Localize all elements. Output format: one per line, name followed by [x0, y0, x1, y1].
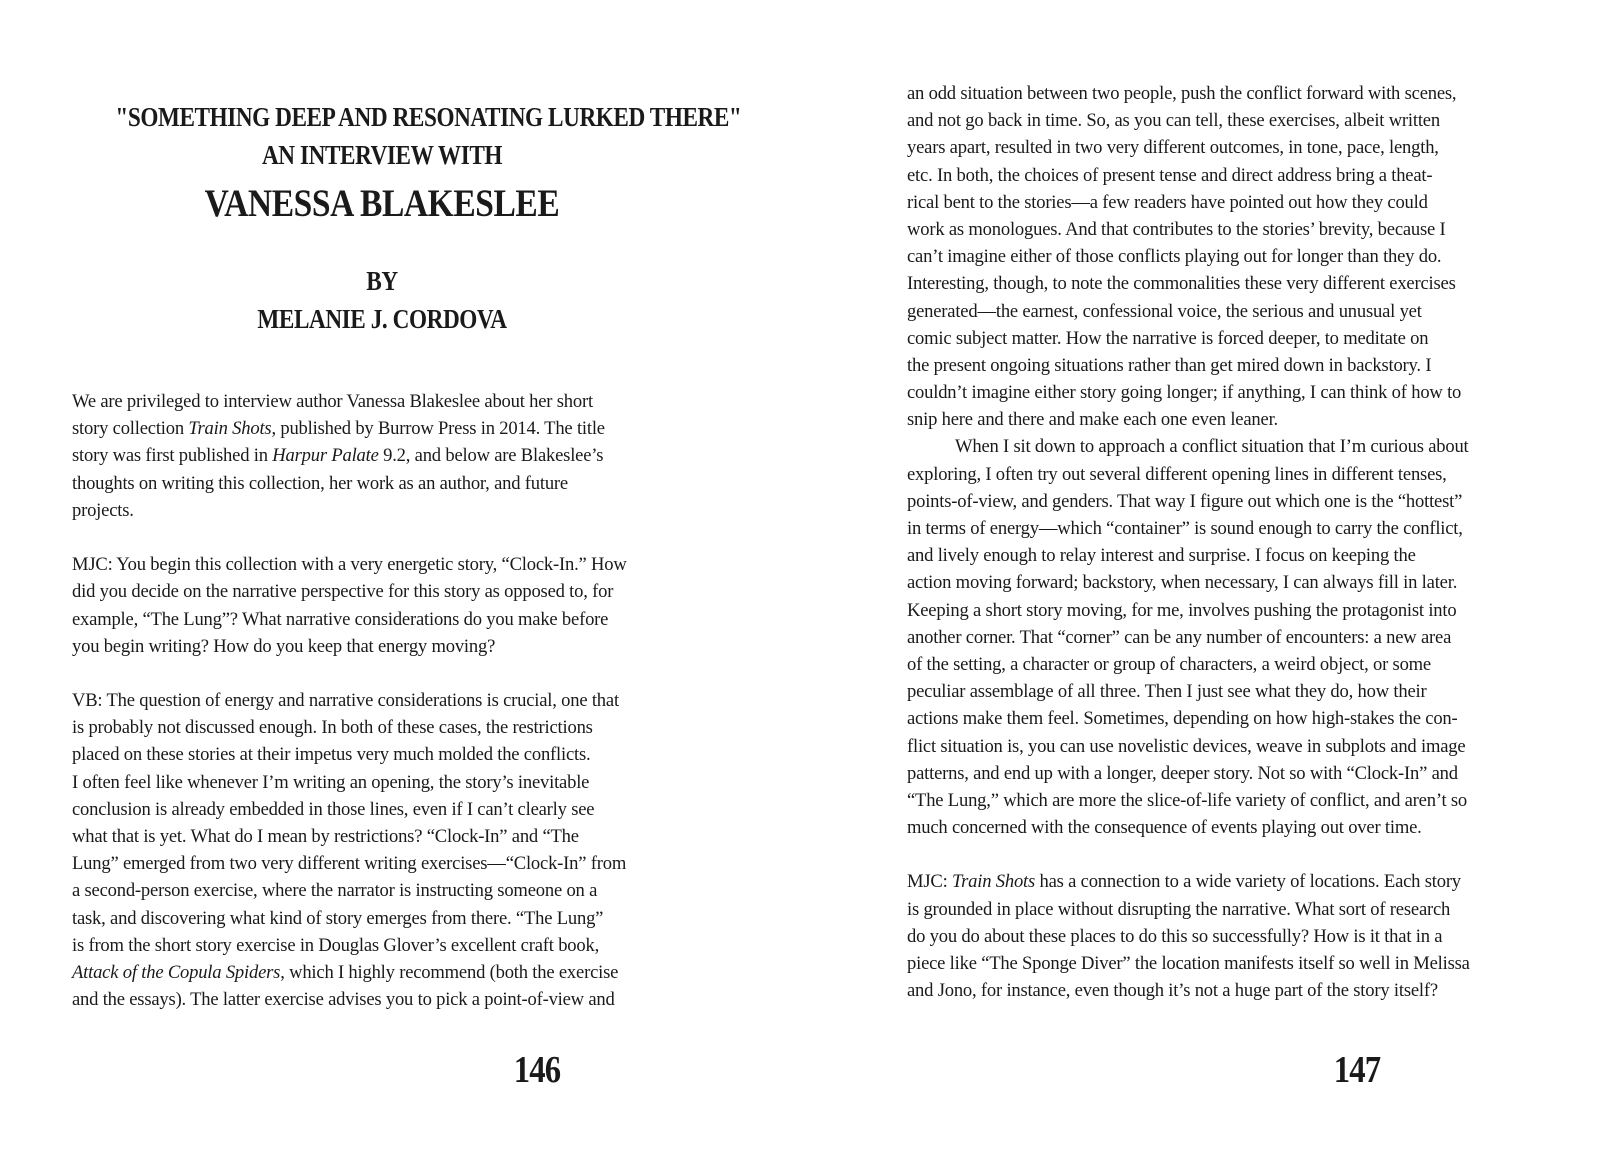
text-line: VB: The question of energy and narrative considerations is crucial, one that — [72, 690, 619, 712]
text-line: peculiar assemblage of all three. Then I just see what they do, how their — [907, 681, 1427, 703]
text-line: example, “The Lung”? What narrative considerations do you make before — [72, 608, 609, 630]
text-run: story collection — [72, 418, 189, 440]
text-line: placed on these stories at their impetus very much molded the conflicts. — [72, 744, 591, 766]
book-title: Train Shots — [952, 871, 1036, 893]
text-line: an odd situation between two people, push the conflict forward with scenes, — [907, 83, 1457, 104]
title-subtitle: AN INTERVIEW WITH — [261, 140, 503, 170]
text-line: can’t imagine either of those conflicts playing out for longer than they do. — [907, 246, 1442, 268]
question-2 — [907, 868, 1527, 1004]
text-run: MJC: — [907, 871, 952, 893]
text-line: what that is yet. What do I mean by restrictions? “Clock-In” and “The — [72, 826, 579, 847]
right-page — [790, 0, 1600, 1163]
text-line: of the setting, a character or group of characters, a weird object, or some — [907, 653, 1431, 675]
text-run: , published by Burrow Press in 2014. The title — [271, 418, 605, 440]
text-line: piece like “The Sponge Diver” the location manifests itself so well in Melissa — [907, 953, 1470, 974]
text-line: work as monologues. And that contributes to the stories’ brevity, because I — [907, 218, 1446, 240]
left-body-text — [72, 388, 687, 1013]
text-line: do you do about these places to do this so successfully? How is it that in a — [907, 925, 1443, 947]
text-line: “The Lung,” which are more the slice-of-life variety of conflict, and aren’t so — [907, 789, 1468, 811]
page-number: 146 — [513, 1049, 561, 1091]
text-line — [72, 959, 687, 986]
text-line: Keeping a short story moving, for me, involves pushing the protagonist into — [907, 599, 1457, 621]
title-quote: "SOMETHING DEEP AND RESONATING LURKED THERE" — [115, 102, 742, 132]
text-line: actions make them feel. Sometimes, depending on how high-stakes the con- — [907, 708, 1458, 730]
byline-by: BY — [366, 266, 398, 296]
text-line: Lung” emerged from two very different writing exercises—“Clock-In” from — [72, 853, 627, 875]
text-line: much concerned with the consequence of events playing out over time. — [907, 817, 1422, 839]
text-line: another corner. That “corner” can be any number of encounters: a new area — [907, 626, 1452, 648]
text-line: you begin writing? How do you keep that energy moving? — [72, 635, 496, 657]
text-line — [907, 868, 1527, 895]
text-line: snip here and there and make each one even leaner. — [907, 409, 1278, 431]
text-line: Interesting, though, to note the commonalities these very different exercises — [907, 273, 1456, 295]
text-line: conclusion is already embedded in those lines, even if I can’t clearly see — [72, 798, 595, 820]
page-number: 147 — [1333, 1049, 1381, 1091]
text-run: 9.2, and below are Blakeslee’s — [378, 445, 604, 467]
text-line: a second-person exercise, where the narrator is instructing someone on a — [72, 880, 598, 902]
text-line: I often feel like whenever I’m writing an opening, the story’s inevitable — [72, 771, 590, 793]
text-line: and the essays). The latter exercise advises you to pick a point-of-view and — [72, 989, 615, 1011]
text-line: is from the short story exercise in Douglas Glover’s excellent craft book, — [72, 934, 600, 956]
interview-subject: VANESSA BLAKESLEE — [204, 182, 560, 225]
answer-1 — [72, 687, 687, 1013]
byline-author: MELANIE J. CORDOVA — [257, 304, 507, 334]
text-line: the present ongoing situations rather than get mired down in backstory. I — [907, 354, 1432, 376]
text-line: thoughts on writing this collection, her work as an author, and future — [72, 472, 568, 494]
text-line: When I sit down to approach a conflict situation that I’m curious about — [955, 436, 1469, 458]
book-title: Attack of the Copula Spiders — [72, 961, 281, 983]
text-line: and Jono, for instance, even though it’s not a huge part of the story itself? — [907, 980, 1438, 1002]
right-body-text — [907, 80, 1527, 1004]
text-line: etc. In both, the choices of present tense and direct address bring a theat- — [907, 164, 1433, 186]
journal-title: Harpur Palate — [272, 445, 379, 467]
text-line: MJC: You begin this collection with a very energetic story, “Clock-In.” How — [72, 554, 627, 576]
text-line: action moving forward; backstory, when necessary, I can always fill in later. — [907, 572, 1458, 594]
answer-1-paragraph-2 — [907, 433, 1527, 841]
text-line: years apart, resulted in two very different outcomes, in tone, pace, length, — [907, 137, 1439, 159]
text-line: rical bent to the stories—a few readers have pointed out how they could — [907, 191, 1428, 213]
text-run: , which I highly recommend (both the exercise — [280, 961, 619, 983]
text-line: We are privileged to interview author Vanessa Blakeslee about her short — [72, 391, 593, 412]
text-line: comic subject matter. How the narrative is forced deeper, to meditate on — [907, 327, 1429, 349]
text-line: exploring, I often try out several different opening lines in different tenses, — [907, 463, 1447, 485]
text-line: in terms of energy—which “container” is sound enough to carry the conflict, — [907, 518, 1463, 539]
intro-paragraph — [72, 388, 687, 524]
text-line: and not go back in time. So, as you can tell, these exercises, albeit written — [907, 110, 1440, 132]
text-line: points-of-view, and genders. That way I figure out which one is the “hottest” — [907, 490, 1463, 512]
text-line: generated—the earnest, confessional voice, the serious and unusual yet — [907, 300, 1422, 322]
text-run: story was first published in — [72, 445, 273, 467]
text-line: couldn’t imagine either story going longer; if anything, I can think of how to — [907, 382, 1462, 404]
question-1 — [72, 551, 687, 660]
book-title: Train Shots — [188, 418, 272, 440]
text-line: flict situation is, you can use novelistic devices, weave in subplots and image — [907, 735, 1466, 757]
text-line — [72, 415, 687, 442]
text-line: projects. — [72, 499, 134, 521]
text-line: is grounded in place without disrupting the narrative. What sort of research — [907, 898, 1451, 920]
text-line: and lively enough to relay interest and surprise. I focus on keeping the — [907, 545, 1416, 567]
answer-1-continued — [907, 80, 1527, 433]
text-line: patterns, and end up with a longer, deeper story. Not so with “Clock-In” and — [907, 762, 1458, 784]
text-line: did you decide on the narrative perspective for this story as opposed to, for — [72, 581, 614, 603]
text-line: is probably not discussed enough. In both of these cases, the restrictions — [72, 717, 593, 739]
text-run: has a connection to a wide variety of locations. Each story — [1035, 871, 1461, 893]
article-title-block — [72, 98, 742, 338]
text-line: task, and discovering what kind of story emerges from there. “The Lung” — [72, 907, 604, 929]
left-page — [0, 0, 780, 1163]
text-line — [72, 442, 687, 469]
